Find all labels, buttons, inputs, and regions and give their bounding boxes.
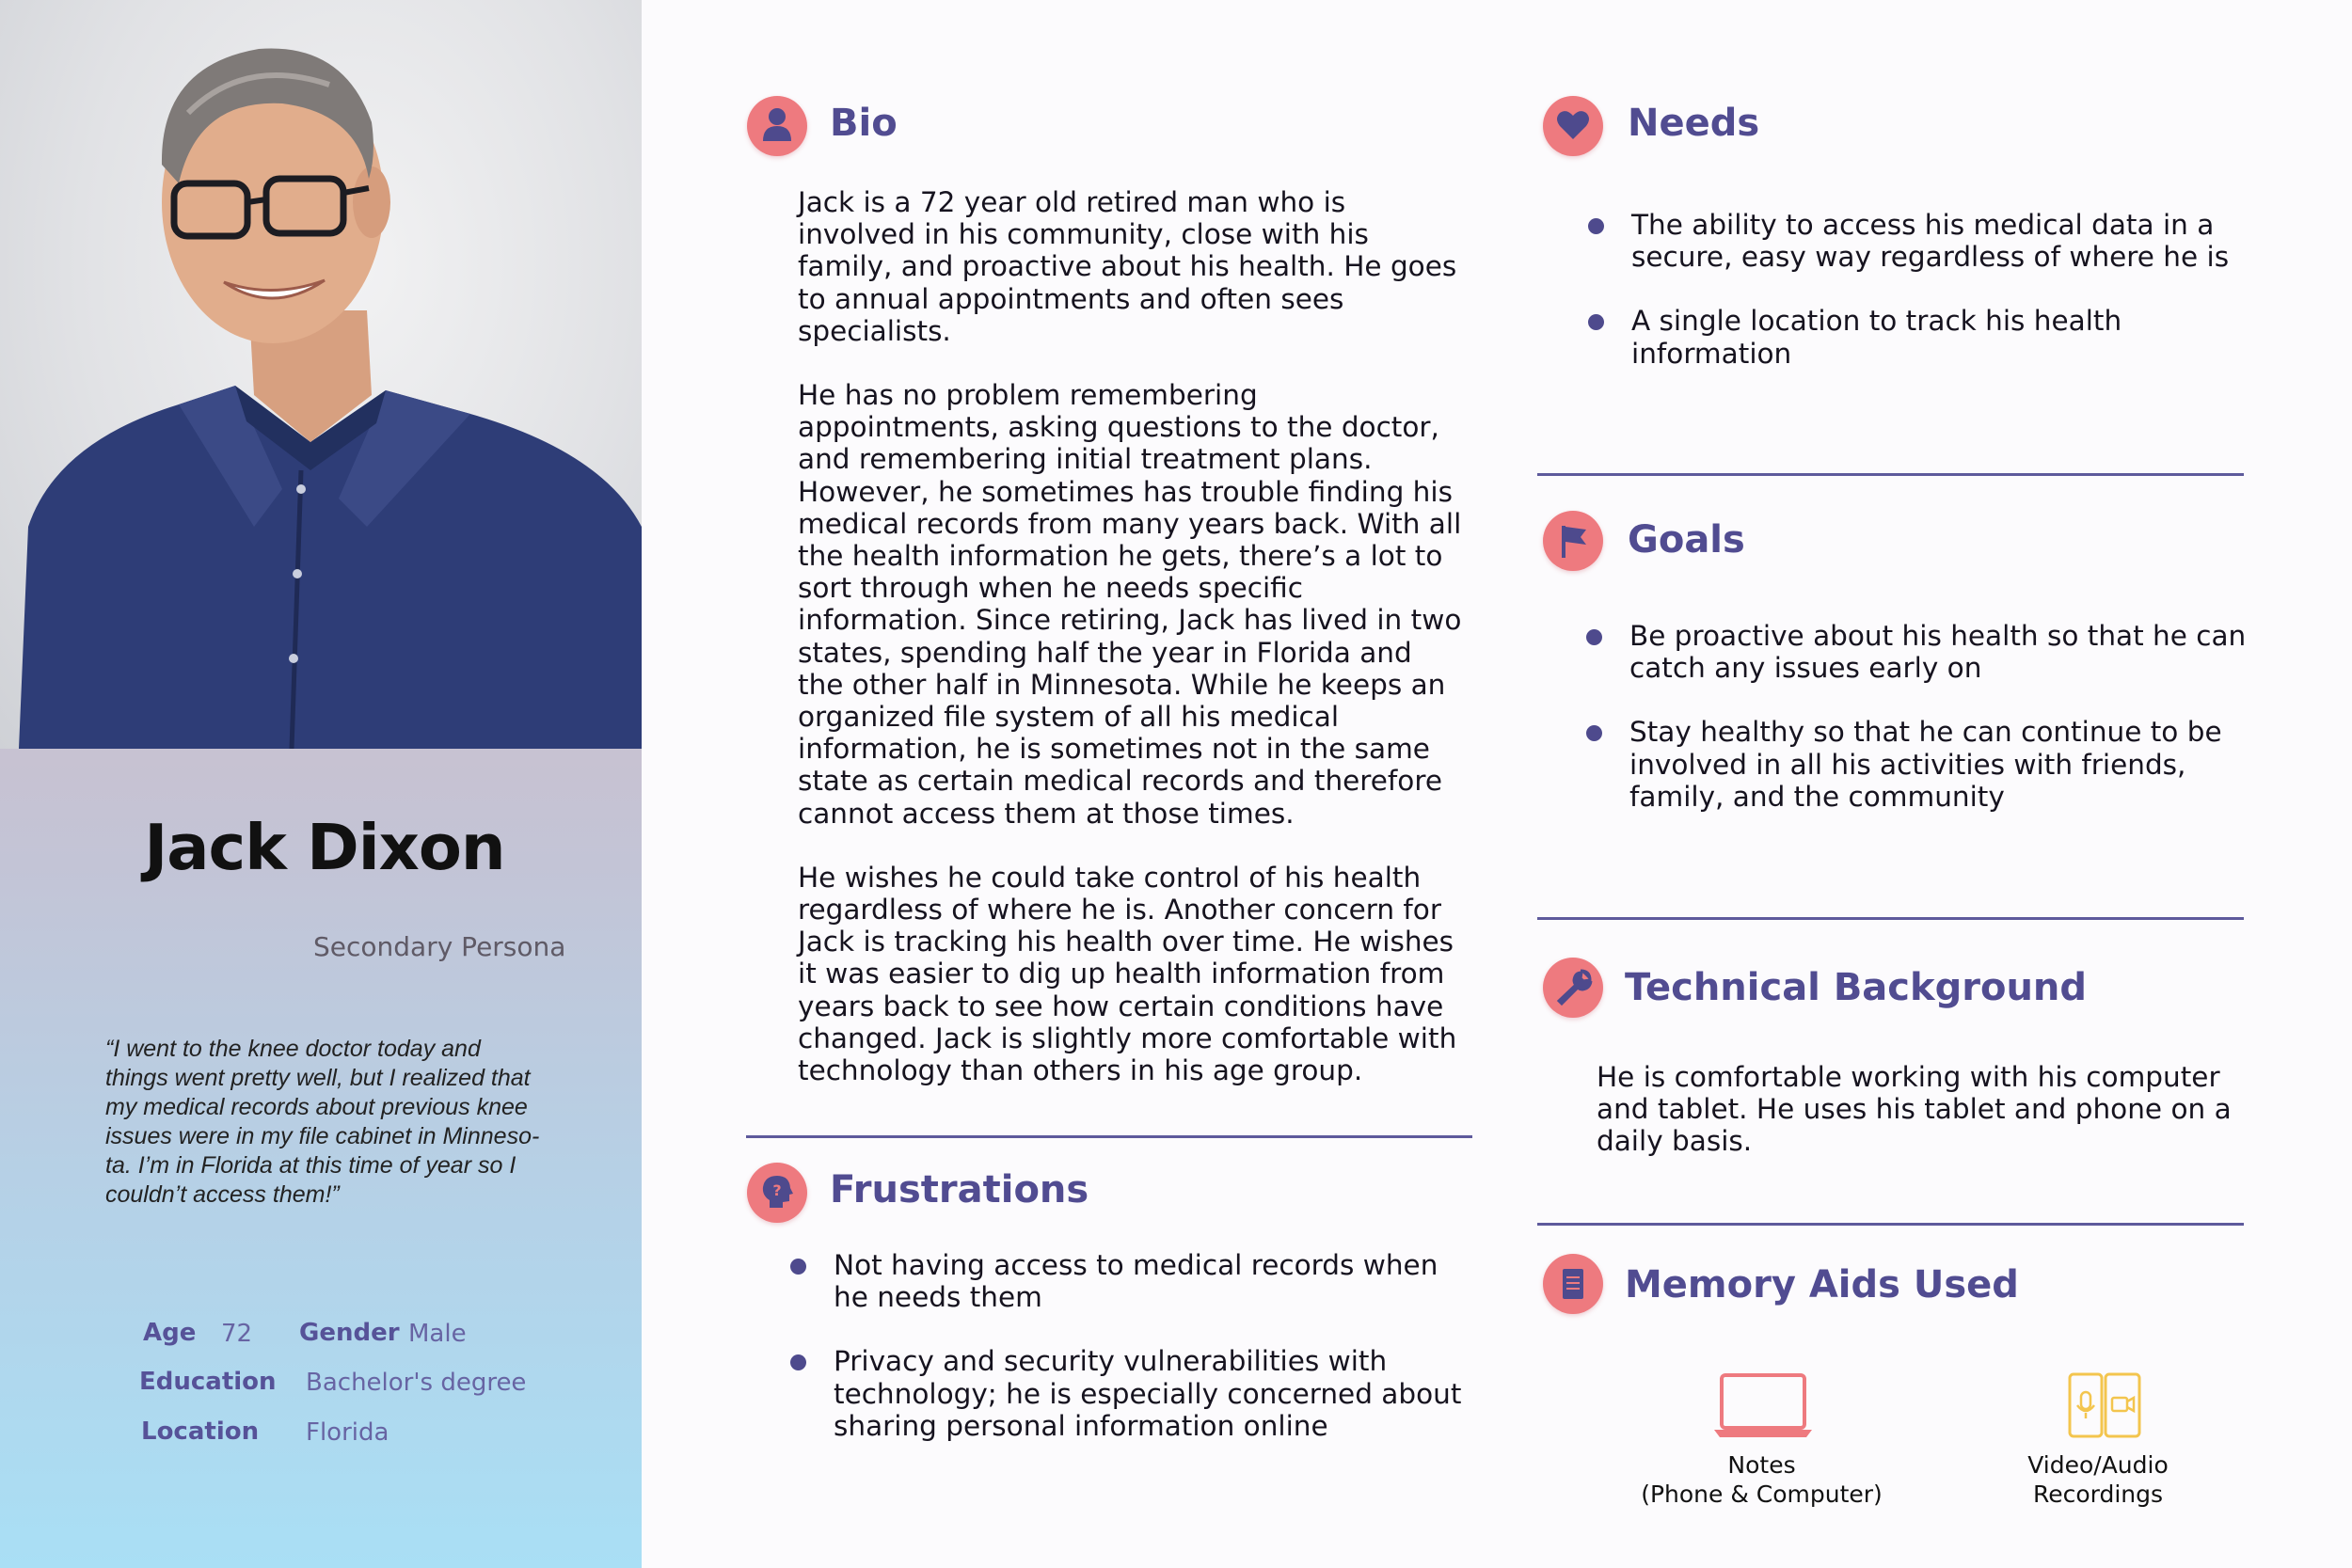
location-label: Location: [141, 1418, 260, 1446]
memory-aid-notes: [1618, 1450, 1905, 1509]
memory-aid-sublabel: Recordings: [2032, 1481, 2164, 1508]
memory-aid-label: Notes: [1727, 1451, 1796, 1479]
list-item-text: Privacy and security vulnerabilities with technology; he is especially concerned about sharing personal information online: [834, 1345, 1462, 1442]
persona-panel: [0, 0, 642, 1568]
gender-label: Gender: [299, 1319, 400, 1347]
notepad-icon: [1543, 1254, 1603, 1314]
laptop-icon: [1712, 1371, 1814, 1441]
persona-role: Secondary Persona: [313, 931, 566, 962]
svg-text:?: ?: [772, 1181, 782, 1199]
memory-aid-sublabel: (Phone & Computer): [1641, 1481, 1883, 1508]
list-item-text: Be proactive about his health so that he can catch any issues early on: [1629, 620, 2247, 685]
person-icon: [747, 96, 807, 156]
technical-heading: Technical Background: [1625, 966, 2088, 1009]
needs-heading: Needs: [1628, 102, 1760, 145]
bullet-dot: [1588, 218, 1604, 234]
list-item: [1582, 209, 2241, 273]
list-item: [1581, 716, 2258, 813]
age-value: 72: [221, 1320, 253, 1348]
bullet-dot: [790, 1259, 806, 1275]
section-divider: [746, 1135, 1472, 1138]
list-item-text: The ability to access his medical data in a secure, easy way regardless of where he is: [1631, 209, 2230, 274]
memory-aid-recordings: [1966, 1450, 2230, 1509]
education-value: Bachelor's degree: [306, 1369, 527, 1397]
needs-list: [1582, 209, 2241, 402]
list-item: [785, 1345, 1481, 1442]
bullet-dot: [1588, 314, 1604, 330]
education-label: Education: [139, 1368, 277, 1396]
section-divider: [1537, 473, 2244, 476]
persona-name: Jack Dixon: [144, 811, 505, 884]
persona-photo: [0, 0, 642, 749]
list-item-text: Stay healthy so that he can continue to be involved in all his activities with friends, family, and the community: [1629, 716, 2222, 813]
wrench-icon: [1543, 958, 1603, 1018]
flag-icon: [1543, 511, 1603, 571]
bio-paragraph: Jack is a 72 year old retired man who is involved in his community, close with his family, and proactive about his health. He goes to annual appointments and often sees specialists.: [798, 186, 1457, 347]
goals-heading: Goals: [1628, 518, 1745, 562]
list-item: [1582, 305, 2241, 369]
frustrations-list: [785, 1249, 1481, 1474]
bio-heading: Bio: [830, 102, 898, 145]
gender-value: Male: [408, 1320, 467, 1348]
list-item-text: A single location to track his health information: [1631, 305, 2122, 370]
bullet-dot: [790, 1354, 806, 1370]
memory-aids-heading: Memory Aids Used: [1625, 1263, 2019, 1307]
section-divider: [1537, 1223, 2244, 1226]
list-item: [1581, 620, 2258, 684]
goals-list: [1581, 620, 2258, 845]
bio-text: [798, 186, 1466, 1118]
frustrations-heading: Frustrations: [830, 1168, 1089, 1212]
list-item-text: Not having access to medical records when he needs them: [834, 1249, 1438, 1314]
bullet-dot: [1586, 725, 1602, 741]
bio-paragraph: He has no problem remembering appointments, asking questions to the doctor, and remembering initial treatment plans. However, he sometimes has trouble finding his medical records from many years back. With all the health information he gets, there’s a lot to sort through when he needs specific information. Since retiring, Jack has lived in two states, spending half the year in Florida and the other half in Minnesota. While he keeps an organized file system of all his medical information, he is sometimes not in the same state as certain medical records and therefore cannot access them at those times.: [798, 379, 1462, 830]
location-value: Florida: [306, 1418, 389, 1447]
age-label: Age: [143, 1319, 197, 1347]
portrait-illustration: [0, 0, 642, 749]
list-item: [785, 1249, 1481, 1313]
technical-text: He is comfortable working with his computer and tablet. He uses his tablet and phone on a daily basis.: [1597, 1061, 2232, 1158]
persona-quote: “I went to the knee doctor today and things went pretty well, but I realized that my medical records about previous knee issues were in my file cabinet in Minneso- ta. I’m in Florida at this time of year so I couldn’t access them!”: [105, 1036, 540, 1208]
section-divider: [1537, 917, 2244, 920]
memory-aid-label: Video/Audio: [2027, 1451, 2169, 1479]
phone-tablet-icon: [2066, 1371, 2143, 1441]
bio-paragraph: He wishes he could take control of his health regardless of where he is. Another concern for Jack is tracking his health over time. He wishes it was easier to dig up health information from years back to see how certain conditions have changed. Jack is slightly more comfortable with technology than others in his age group.: [798, 861, 1457, 1087]
bullet-dot: [1586, 629, 1602, 645]
head-question-icon: [747, 1163, 807, 1223]
heart-icon: [1543, 96, 1603, 156]
